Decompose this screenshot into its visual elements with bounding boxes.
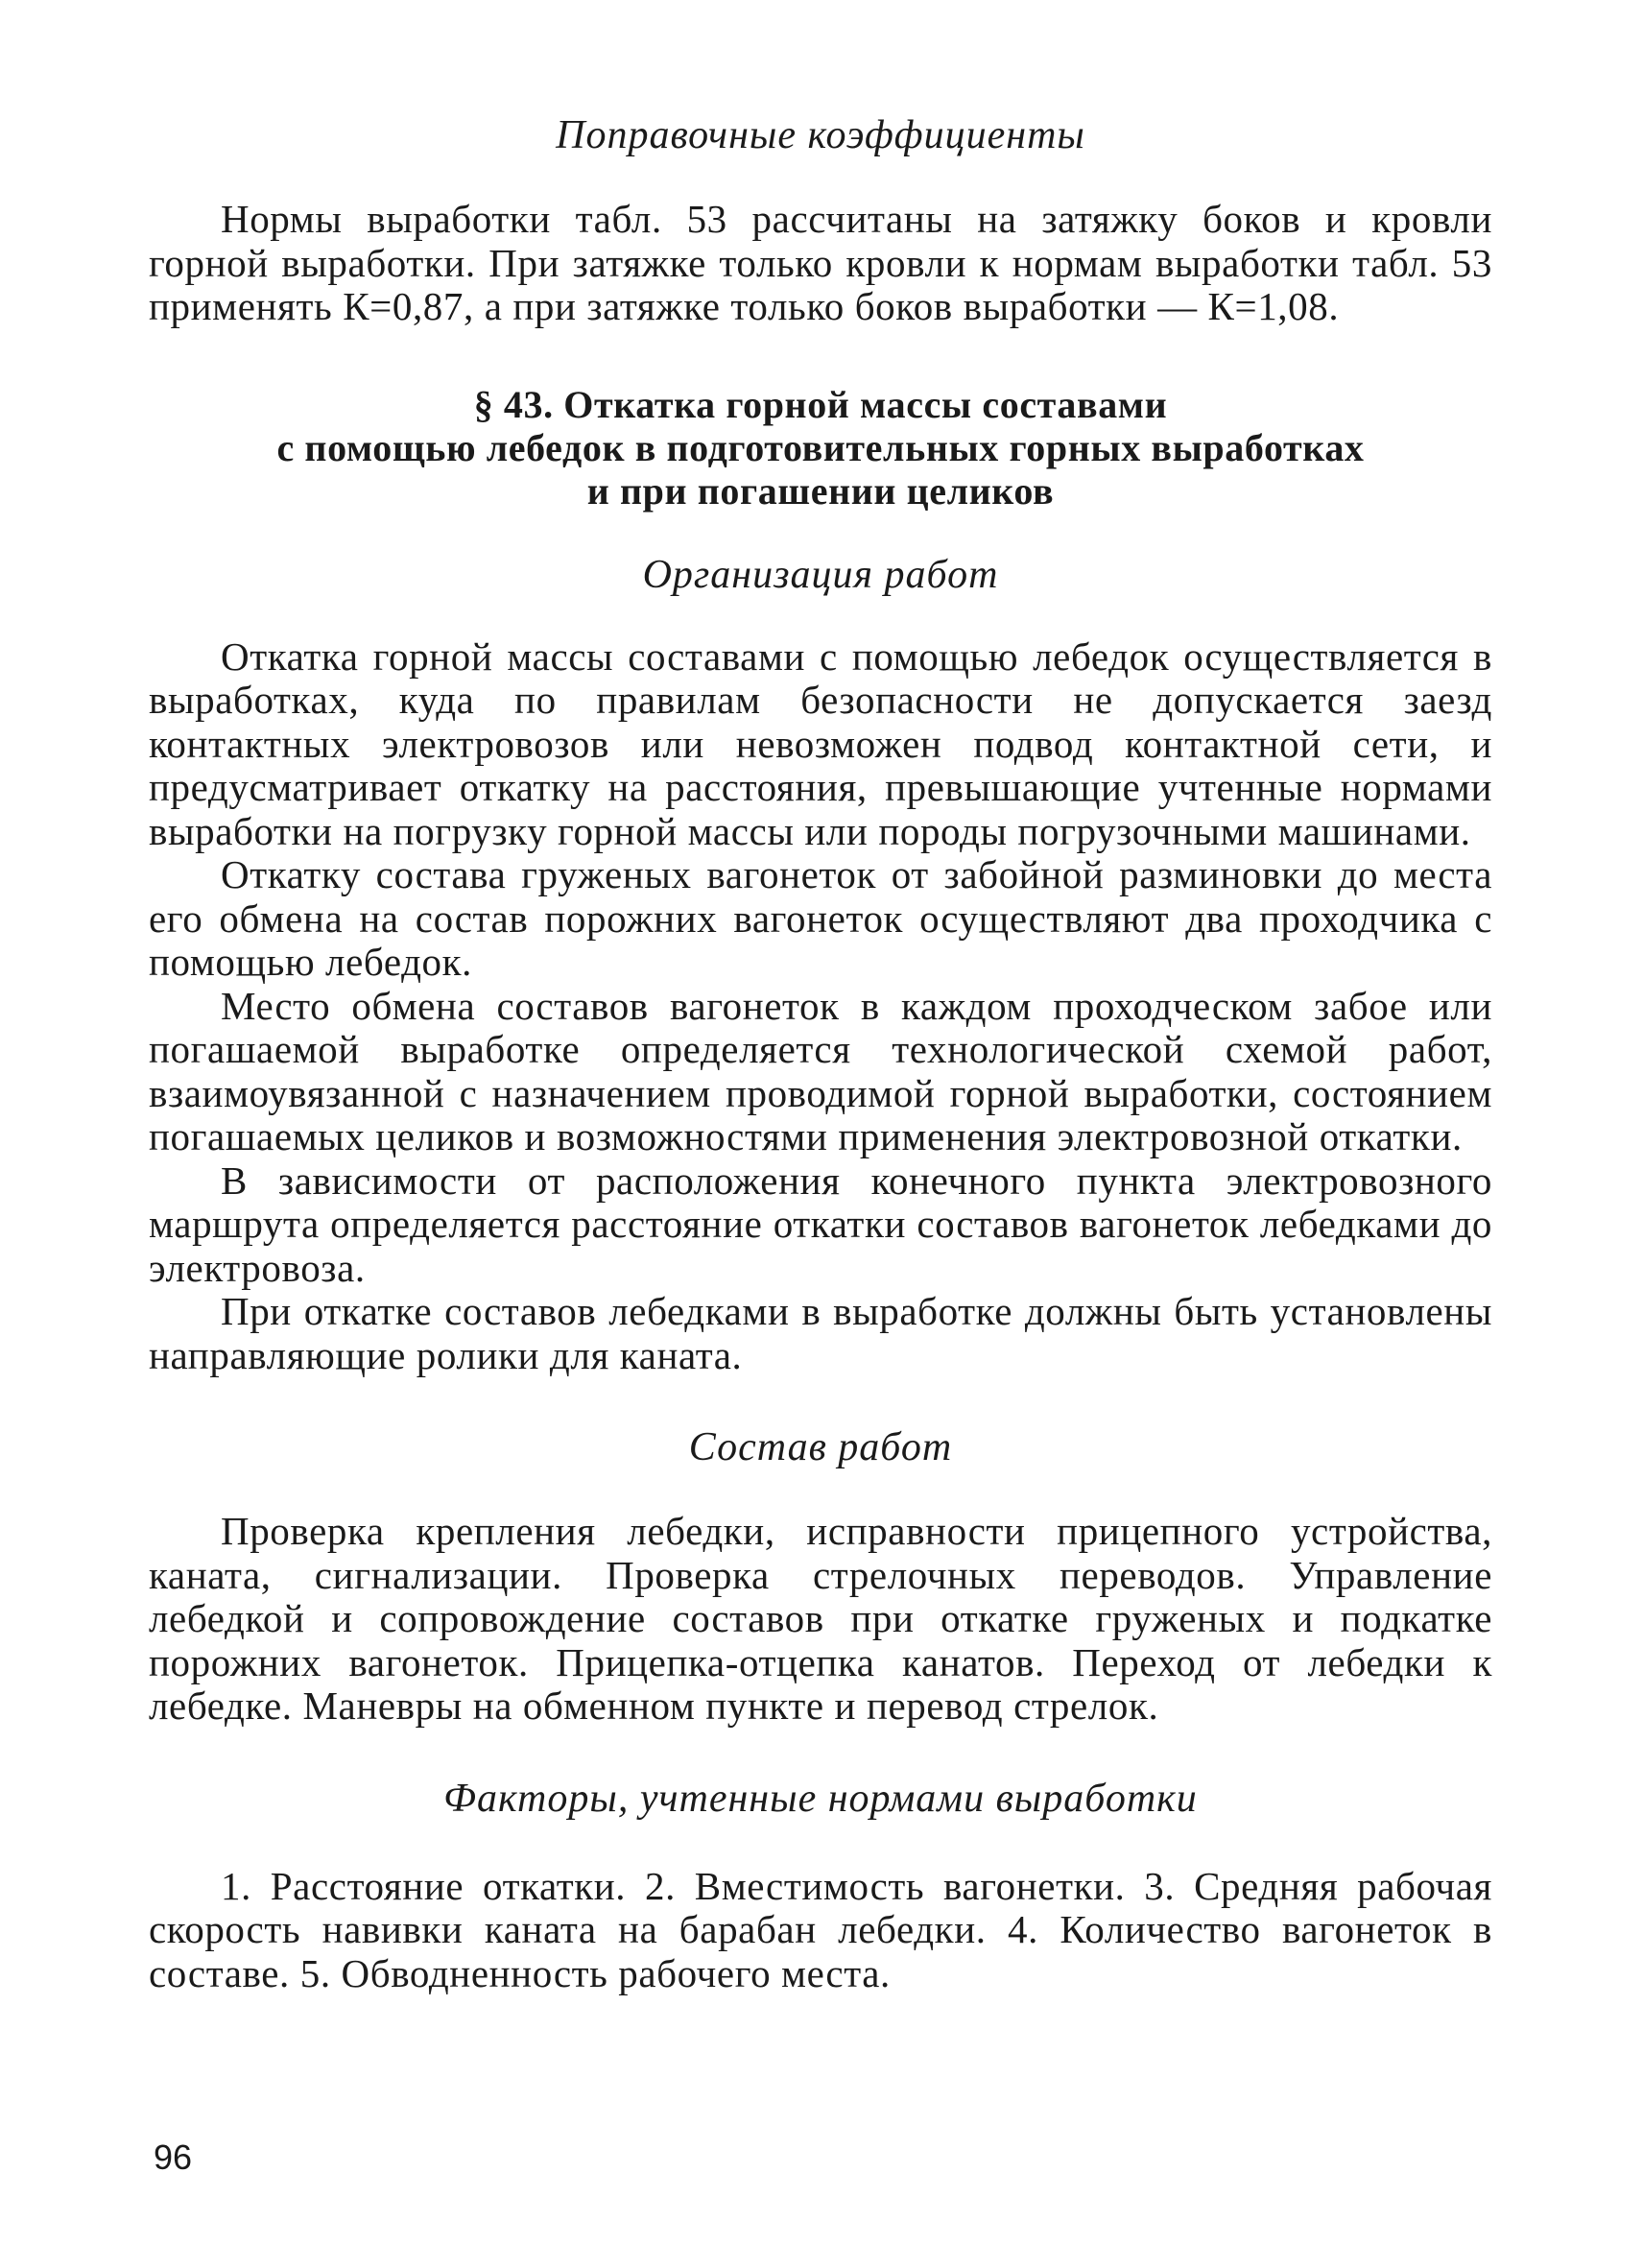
paragraph: Место обмена составов вагонеток в каждом проходческом забое или погашаемой выработке определяется технологической схемой работ, взаимоувязанной с назначением проводимой горной выработки, состоянием погашаемых целиков и возможностями применения электровозной откатки. — [149, 983, 1492, 1158]
subheading-factors: Факторы, учтенные нормами выработки — [443, 1776, 1198, 1821]
page-number: 96 — [154, 2137, 193, 2177]
section-work-composition — [149, 1510, 1492, 1729]
paragraph: При откатке составов лебедками в выработке должны быть установлены направляющие ролики для каната. — [149, 1289, 1492, 1377]
paragraph: Нормы выработки табл. 53 рассчитаны на затяжку боков и кровли горной выработки. При затяжке только кровли к нормам выработки табл. 53 применять К=0,87, а при затяжке только боков выработки — К=1,08. — [149, 197, 1492, 328]
subheading-work-organization: Организация работ — [642, 552, 999, 597]
paragraph: В зависимости от расположения конечного пункта электровозного маршрута определяется расстояние откатки составов вагонеток лебедками до электровоза. — [149, 1158, 1492, 1290]
section-heading-43 — [149, 383, 1492, 513]
page-content — [149, 113, 1492, 1995]
paragraph: Откатка горной массы составами с помощью лебедок осуществляется в выработках, куда по правилам безопасности не допускается заезд контактных электровозов или невозможен подвод контактной сети, и предусматривает откатку на расстояния, превышающие учтенные нормами выработки на погрузку горной массы или породы погрузочными машинами. — [149, 633, 1492, 853]
section-work-organization — [149, 635, 1492, 1378]
section-factors — [149, 1865, 1492, 1996]
heading-line: § 43. Откатка горной массы составами — [473, 382, 1168, 426]
section-correction-factors — [149, 198, 1492, 329]
heading-line: с помощью лебедок в подготовительных горных выработках — [276, 425, 1365, 469]
paragraph: Откатку состава груженых вагонеток от забойной разминовки до места его обмена на состав порожних вагонеток осуществляют два проходчика с помощью лебедок. — [149, 852, 1492, 984]
subheading-work-composition: Состав работ — [688, 1425, 953, 1469]
subheading-correction-factors: Поправочные коэффициенты — [556, 113, 1085, 157]
heading-line: и при погашении целиков — [586, 468, 1055, 513]
paragraph: 1. Расстояние откатки. 2. Вместимость вагонетки. 3. Средняя рабочая скорость навивки каната на барабан лебедки. 4. Количество вагонеток в составе. 5. Обводненность рабочего места. — [149, 1863, 1492, 1995]
paragraph: Проверка крепления лебедки, исправности прицепного устройства, каната, сигнализации. Проверка стрелочных переводов. Управление лебедкой и сопровождение составов при откатке груженых и подкатке порожних вагонеток. Прицепка-отцепка канатов. Переход от лебедки к лебедке. Маневры на обменном пункте и перевод стрелок. — [149, 1509, 1492, 1728]
